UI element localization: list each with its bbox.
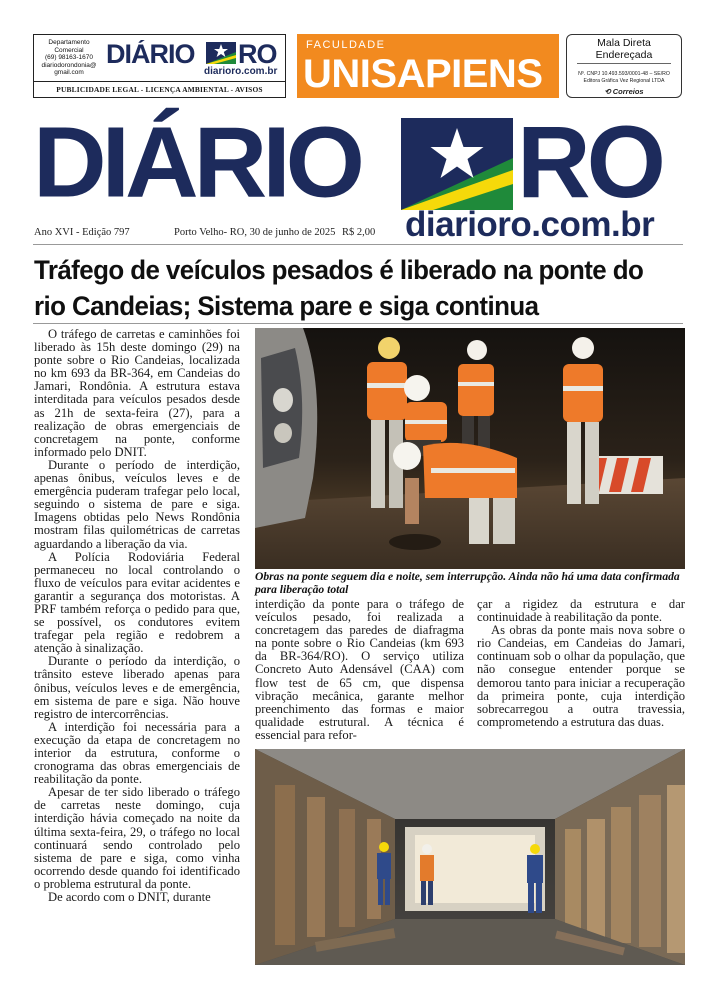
mini-logo xyxy=(106,40,282,66)
correios-icon: ⟲ xyxy=(604,87,613,96)
ad-contact-line: gmail.com xyxy=(54,69,84,77)
issue-price: R$ 2,00 xyxy=(342,227,376,238)
ad-contact xyxy=(38,39,100,77)
correios-text: Correios xyxy=(612,87,644,96)
ad-unisapiens-small: FACULDADE xyxy=(306,39,386,51)
workers-night-image xyxy=(255,328,685,569)
ad-cnpj-number: Nº. CNPJ 10.493.593/0001-48 – SE/RO xyxy=(578,71,670,77)
divider xyxy=(33,323,683,324)
article-paragraph: A interdição foi necessária para a execução da etapa de concretagem no interior da estrutura, conforme o cronograma das obras emergenciais de reabilitação da ponte. xyxy=(34,719,240,787)
masthead-ro: RO xyxy=(517,105,662,219)
article-column-3 xyxy=(477,598,685,729)
bridge-interior-image xyxy=(255,749,685,965)
article-paragraph: Durante o período da interdição, o trânsito esteve liberado apenas para ônibus, veículos leves e de emergência, em sistema de pare e siga. Não houve registro de intercorrências. xyxy=(34,654,240,721)
ad-cnpj xyxy=(567,71,681,84)
photo-caption: Obras na ponte seguem dia e noite, sem interrupção. Ainda não há uma data confirmada para liberação total xyxy=(255,570,680,596)
ad-contact-line: diariodorondonia@ xyxy=(41,61,97,69)
masthead-title: DIÁRIO xyxy=(33,106,360,218)
ad-unisapiens[interactable] xyxy=(297,34,559,98)
article-column-2 xyxy=(255,598,464,742)
ad-mala-line2: Endereçada xyxy=(595,48,653,61)
photo-workers-night xyxy=(255,328,685,569)
article-paragraph: Apesar de ter sido liberado o tráfego de carretas neste domingo, cuja interdição hávia começado na noite da última sexta-feira, 29, o tráfego no local continuará sendo controlado pelo sistema de pare e siga, como vinha ocorrendo desde quando foi identificado o problema estrutural da ponte. xyxy=(34,785,240,891)
ad-logo-url: diarioro.com.br xyxy=(204,66,278,77)
article-paragraph: interdição da ponte para o tráfego de veículos pesado, foi realizada a concretagem das paredes de diafragma na ponte sobre o Rio Candeias (km 693 da BR-364/RO). O serviço utiliza Concreto Auto Adensável (CAA) com flow test de 65 cm, que dispensa vibração mecânica, garante melhor preenchimento das formas e maior qualidade estrutural. A técnica é essencial para refor- xyxy=(255,597,464,742)
article-paragraph: Durante o período de interdição, apenas ônibus, veículos leves e de emergência puderam trafegar pelo local, seguindo o sistema de pare e siga. Imagens obtidas pelo News Rondônia mostram filas quilométricas de carretas aguardando a liberação da via. xyxy=(34,457,240,551)
masthead-url[interactable]: diarioro.com.br xyxy=(405,205,655,244)
mini-flag-icon xyxy=(206,42,236,64)
article-headline: Tráfego de veículos pesados é liberado na ponte do rio Candeias; Sistema pare e siga continua xyxy=(34,255,644,321)
ad-contact-line: Comercial xyxy=(54,46,84,54)
issue-edition: Ano XVI - Edição 797 xyxy=(34,227,130,238)
divider xyxy=(577,63,671,64)
ad-contact-line: Departamento xyxy=(48,39,90,46)
masthead xyxy=(33,105,683,245)
mini-logo-text: DIÁRIO xyxy=(106,40,195,66)
ad-publicidade-legal[interactable] xyxy=(33,34,286,98)
article-paragraph: çar a rigidez da estrutura e dar continuidade à reabilitação da ponte. xyxy=(477,597,685,625)
ad-strip-text: PUBLICIDADE LEGAL - LICENÇA AMBIENTAL - AVISOS xyxy=(34,81,285,97)
ad-mala-line1: Mala Direta xyxy=(597,37,651,49)
article-paragraph: De acordo com o DNIT, durante xyxy=(48,890,211,905)
article-paragraph: O tráfego de carretas e caminhões foi liberado às 15h deste domingo (29) na ponte sobre o Rio Candeias, localizada no km 693 da BR-364, em Candeias do Jamari, Rondônia. A estrutura estava interditada para veículos pesados desde as 21h de sexta-feira (27), para a realização de obras emergenciais de concretagem na ponte, conforme informado pelo DNIT. xyxy=(34,327,240,459)
photo-bridge-interior xyxy=(255,749,685,965)
ad-unisapiens-big: UNISAPIENS xyxy=(303,52,543,96)
ad-mala-title xyxy=(567,38,681,61)
article-paragraph: A Polícia Rodoviária Federal permaneceu no local controlando o fluxo de veículos para evitar acidentes e garantir a segurança dos motoristas. A PRF também reforça o pedido para que, se possível, os condutores evitem trafegar pela região e redobrem a atenção à sinalização. xyxy=(34,549,240,656)
correios-logo xyxy=(567,87,681,96)
ad-mala-direta[interactable] xyxy=(566,34,682,98)
divider xyxy=(33,244,683,245)
article-paragraph: As obras da ponte mais nova sobre o rio Candeias, em Candeias do Jamari, continuam sob o olhar da população, que não consegue entender porque se demorou tanto para iniciar a recuperação da primeira ponte, cuja interdição sobrecarregou a outra travessia, comprometendo a estrutura das duas. xyxy=(477,623,685,729)
issue-date: Porto Velho- RO, 30 de junho de 2025 xyxy=(174,227,336,238)
rondonia-flag-icon xyxy=(401,118,513,210)
article-column-1 xyxy=(34,328,240,904)
ad-contact-line: (69) 98163-1670 xyxy=(44,54,94,62)
ad-editor: Editora Gráfica Vez Regional LTDA xyxy=(583,77,665,84)
mini-logo-ro: RO xyxy=(238,40,277,66)
